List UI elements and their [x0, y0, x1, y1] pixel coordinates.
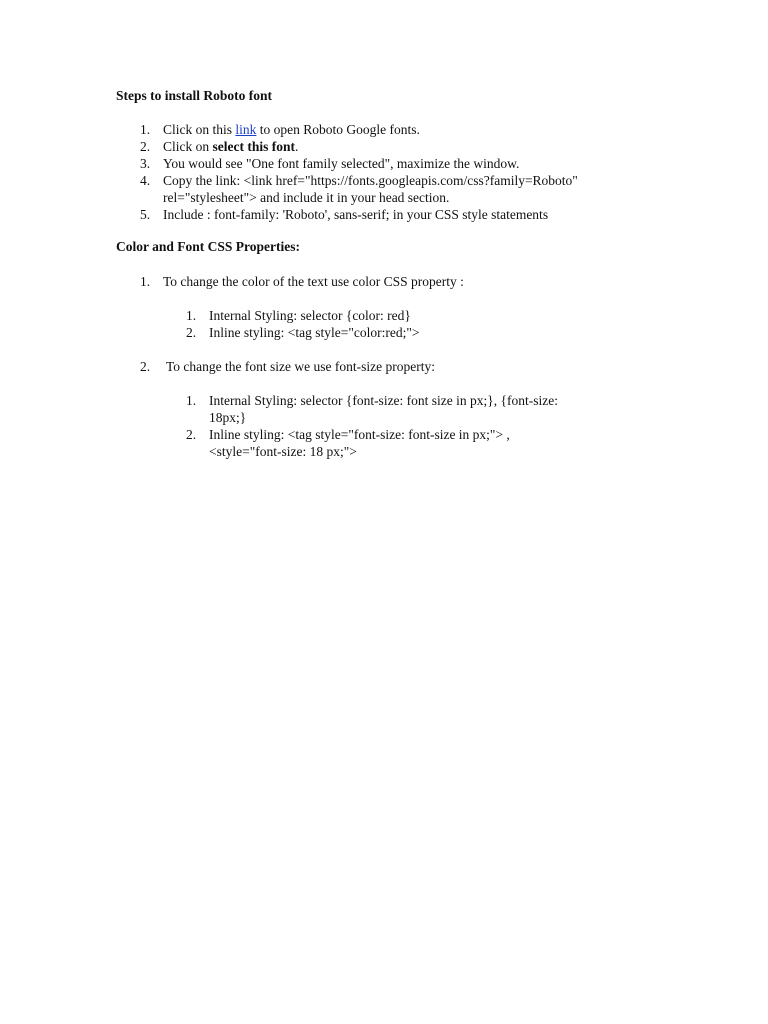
step-bold-text: select this font [212, 139, 295, 154]
step-text: to open Roboto Google fonts. [256, 122, 420, 137]
step-text: Click on this [163, 122, 236, 137]
step-text: Click on [163, 139, 213, 154]
sub-list-number: 1. [186, 308, 197, 323]
sub-list-item-inline-font-size-line-2: <style="font-size: 18 px;"> [209, 444, 357, 459]
list-number: 1. [140, 274, 151, 289]
list-item-step-4-line-1: Copy the link: <link href="https://fonts.googleapis.com/css?family=Roboto" [163, 173, 578, 188]
sub-list-item-internal-font-size-line-2: 18px;} [209, 410, 247, 425]
sub-list-item-inline-font-size-line-1: Inline styling: <tag style="font-size: font-size in px;"> , [209, 427, 510, 442]
list-item-step-3: You would see "One font family selected", maximize the window. [163, 156, 520, 171]
list-item-font-size: To change the font size we use font-size property: [166, 359, 435, 374]
list-number: 2. [140, 139, 151, 154]
list-item-step-5: Include : font-family: 'Roboto', sans-serif; in your CSS style statements [163, 207, 549, 222]
sub-list-item-internal-font-size-line-1: Internal Styling: selector {font-size: font size in px;}, {font-size: [209, 393, 558, 408]
list-number: 1. [140, 122, 151, 137]
list-number: 4. [140, 173, 151, 188]
list-item-step-4-line-2: rel="stylesheet"> and include it in your head section. [163, 190, 450, 205]
roboto-link[interactable]: link [235, 122, 257, 137]
list-number: 3. [140, 156, 151, 171]
section-heading-install: Steps to install Roboto font [116, 88, 273, 103]
list-item-color: To change the color of the text use color CSS property : [163, 274, 464, 289]
sub-list-item-internal-color: Internal Styling: selector {color: red} [209, 308, 411, 323]
sub-list-item-inline-color: Inline styling: <tag style="color:red;"> [209, 325, 420, 340]
list-number: 5. [140, 207, 151, 222]
list-item-step-1 [163, 121, 420, 138]
sub-list-number: 2. [186, 427, 197, 442]
section-heading-css-properties: Color and Font CSS Properties: [116, 239, 301, 254]
sub-list-number: 2. [186, 325, 197, 340]
step-text: . [294, 139, 299, 154]
sub-list-number: 1. [186, 393, 197, 408]
list-item-step-2 [163, 138, 298, 155]
list-number: 2. [140, 359, 151, 374]
